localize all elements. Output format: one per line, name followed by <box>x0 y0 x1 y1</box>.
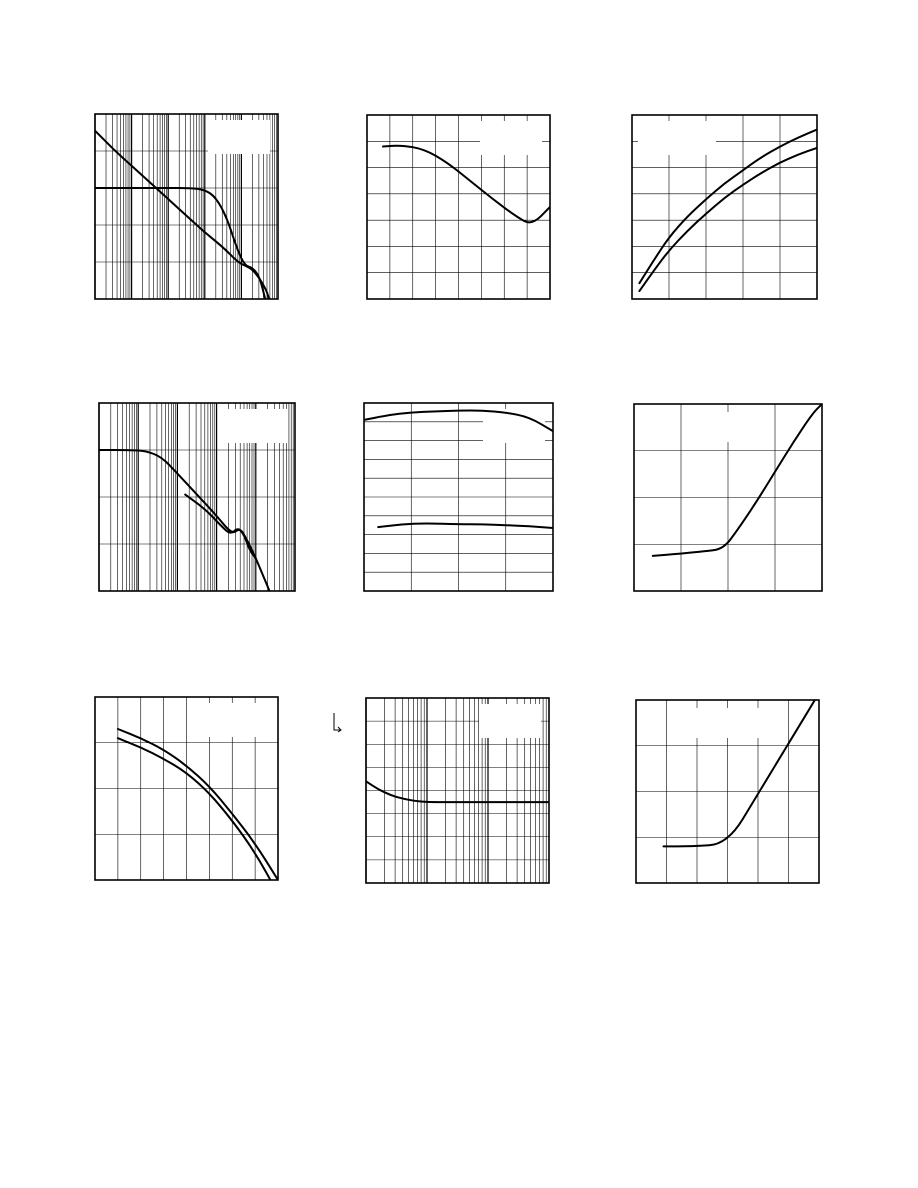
legend-box <box>208 120 270 154</box>
series-line-1 <box>95 131 269 299</box>
performance-chart-9 <box>636 693 819 883</box>
performance-chart-4 <box>99 403 295 591</box>
performance-chart-1 <box>95 114 278 299</box>
annotation-arrow-glyph <box>334 713 341 732</box>
series-line-2 <box>378 524 553 528</box>
legend-box <box>694 708 762 738</box>
legend-box <box>638 121 716 155</box>
legend-box <box>225 409 287 443</box>
series-line-2 <box>118 738 278 894</box>
legend-box <box>479 704 541 738</box>
performance-chart-3 <box>632 115 817 299</box>
performance-chart-6 <box>634 404 822 591</box>
series-line-1 <box>366 781 549 802</box>
series-line-2 <box>639 148 817 291</box>
series-line-2 <box>185 495 256 558</box>
series-line-1 <box>118 729 278 880</box>
legend-box <box>694 412 762 442</box>
performance-chart-5 <box>364 403 553 591</box>
legend-box <box>480 121 542 155</box>
legend-box <box>208 703 270 737</box>
series-line-1 <box>383 146 550 223</box>
performance-chart-7 <box>95 697 278 894</box>
performance-chart-8 <box>366 698 549 883</box>
performance-chart-2 <box>367 115 550 299</box>
